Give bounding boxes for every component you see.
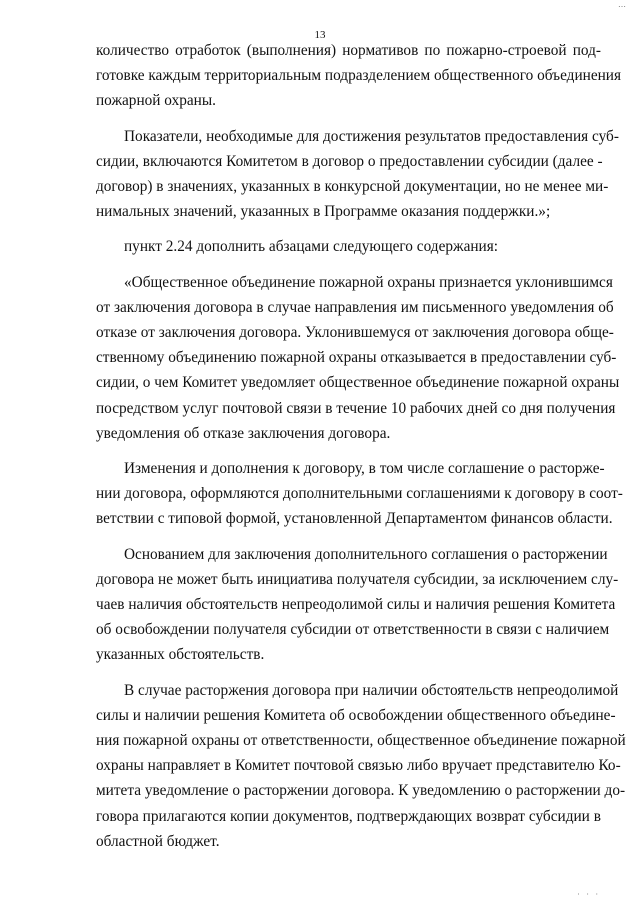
paragraph-2 [96, 124, 619, 225]
page-number: 13 [314, 29, 326, 41]
text-line: Показатели, необходимые для достижения результатов предоставления суб- [124, 127, 619, 145]
paragraph-3 [96, 234, 601, 259]
paragraph-6 [96, 542, 619, 668]
text-line: посредством услуг почтовой связи в течение 10 рабочих дней со дня получения [96, 399, 616, 417]
text-line: от заключения договора в случае направления им письменного уведомления об [96, 298, 614, 316]
text-line: В случае расторжения договора при наличии обстоятельств непреодолимой [124, 681, 619, 699]
paragraph-4 [96, 270, 620, 446]
text-line: ния пожарной охраны от ответственности, общественное объединение пожарной [96, 732, 626, 750]
text-line: силы и наличии решения Комитета об освобождении общественного объедине- [96, 706, 616, 724]
text-line: Основанием для заключения дополнительного соглашения о расторжении [124, 545, 608, 563]
text-line: нии договора, оформляются дополнительными соглашениями к договору в соот- [96, 485, 623, 503]
document-body [96, 38, 626, 864]
text-line: говора прилагаются копии документов, подтверждающих возврат субсидии в [96, 807, 601, 825]
text-line: ственному объединению пожарной охраны отказывается в предоставлении суб- [96, 349, 617, 367]
text-line: об освобождении получателя субсидии от ответственности в связи с наличием [96, 621, 610, 639]
text-line: охраны направляет в Комитет почтовой связью либо вручает представителю Ко- [96, 757, 621, 775]
text-line: договор) в значениях, указанных в конкурсной документации, но не менее ми- [96, 178, 609, 196]
paragraph-7 [96, 678, 626, 854]
text-line: количество отработок (выполнения) нормативов по пожарно-строевой под- [96, 42, 601, 59]
text-line: нимальных значений, указанных в Программе оказания поддержки.»; [96, 203, 551, 221]
text-line: пожарной охраны. [96, 92, 216, 110]
text-line: пункт 2.24 дополнить абзацами следующего содержания: [124, 238, 499, 256]
text-line: сидии, включаются Комитетом в договор о предоставлении субсидии (далее - [96, 152, 603, 170]
text-line: областной бюджет. [96, 832, 220, 850]
text-line: чаев наличия обстоятельств непреодолимой силы и наличия решения Комитета [96, 596, 616, 614]
corner-mark-top: … [618, 0, 628, 9]
text-line: Изменения и дополнения к договору, в том числе соглашение о расторже- [124, 460, 605, 478]
text-line: договора не может быть инициатива получателя субсидии, за исключением слу- [96, 570, 619, 588]
paragraph-5 [96, 456, 623, 532]
text-line: «Общественное объединение пожарной охраны признается уклонившимся [124, 273, 613, 291]
corner-mark-bottom: · · · [577, 890, 600, 899]
text-line: уведомления об отказе заключения договора. [96, 424, 391, 442]
text-line: сидии, о чем Комитет уведомляет общественное объединение пожарной охраны [96, 374, 620, 392]
text-line: ветствии с типовой формой, установленной Департаментом финансов области. [96, 510, 613, 528]
text-line: митета уведомление о расторжении договора. К уведомлению о расторжении до- [96, 782, 626, 800]
text-line: готовке каждым территориальным подразделением общественного объединения [96, 67, 622, 85]
text-line: указанных обстоятельств. [96, 646, 265, 664]
text-line: отказе от заключения договора. Уклонившемуся от заключения договора обще- [96, 324, 614, 342]
paragraph-1 [96, 38, 622, 114]
